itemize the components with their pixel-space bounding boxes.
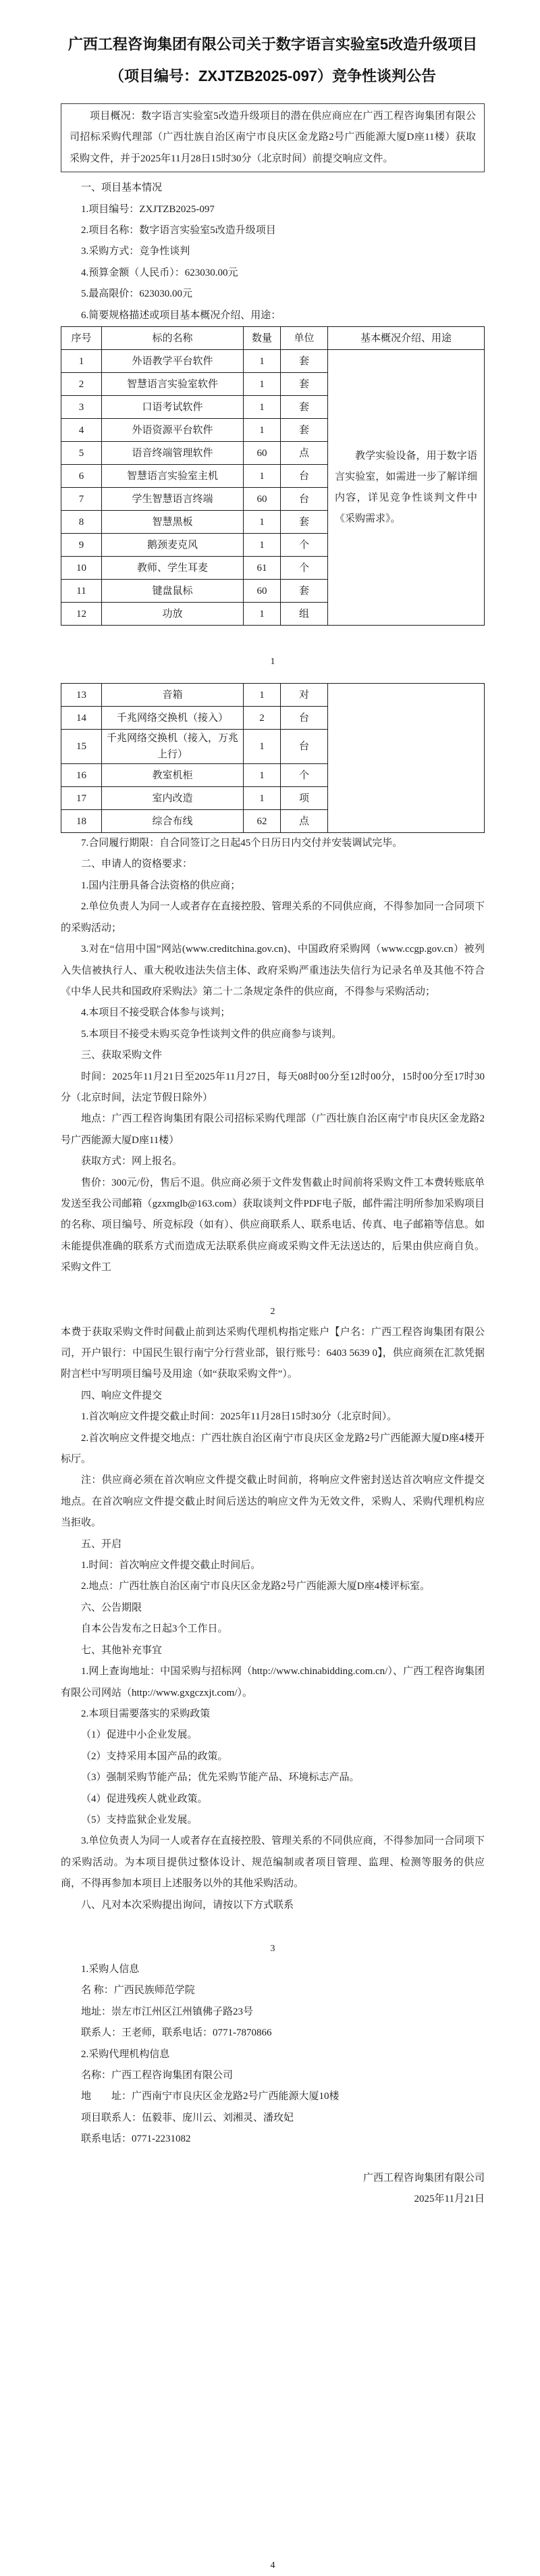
paragraph: 售价：300元/份，售后不退。供应商必须于文件发售截止时间前将采购文件工本费转账底单发送至我公司邮箱（gzxmglb@163.com）获取谈判文件PDF电子版，邮件需注明所参加采购项目的名称、项目编号、所竞标段（如有）、供应商联系人、联系电话、传真、电子邮箱等信息。如未能提供准确的联系方式而造成无法联系供应商或采购文件无法送达的，后果由供应商自负。采购文件工 bbox=[61, 1177, 485, 1273]
table-cell-qty: 62 bbox=[244, 810, 281, 833]
table-cell-unit: 套 bbox=[281, 350, 328, 373]
paragraph: 时间：2025年11月21日至2025年11月27日，每天08时00分至12时00分，15时00分至17时30分（北京时间，法定节假日除外） bbox=[61, 1071, 485, 1103]
paragraph: 1.国内注册具备合法资格的供应商； bbox=[81, 880, 241, 891]
table-cell-no: 8 bbox=[61, 511, 102, 534]
section-4-items bbox=[61, 1407, 485, 1534]
table-cell-unit: 套 bbox=[281, 511, 328, 534]
col-header-no: 序号 bbox=[61, 327, 102, 350]
table-cell-no: 2 bbox=[61, 373, 102, 396]
paragraph: 注：供应商必须在首次响应文件提交截止时间前，将响应文件密封送达首次响应文件提交地点。在首次响应文件提交截止时间后送达的响应文件为无效文件，采购人、采购代理机构应当拒收。 bbox=[61, 1475, 485, 1529]
table-cell-no: 10 bbox=[61, 557, 102, 580]
agency-info-heading: 2.采购代理机构信息 bbox=[81, 2048, 170, 2060]
agency-info-lines bbox=[61, 2065, 485, 2150]
buyer-info-heading: 1.采购人信息 bbox=[81, 1963, 140, 1975]
paragraph: 2.首次响应文件提交地点：广西壮族自治区南宁市良庆区金龙路2号广西能源大厦D座4楼开标厅。 bbox=[61, 1432, 485, 1465]
table-cell-no: 14 bbox=[61, 707, 102, 730]
table-cell-unit: 项 bbox=[281, 787, 328, 810]
table-cell-name: 智慧语言实验室软件 bbox=[102, 373, 244, 396]
paragraph: （4）促进残疾人就业政策。 bbox=[81, 1793, 208, 1804]
buyer-info-lines bbox=[61, 1980, 485, 2044]
table-cell-name: 语音终端管理软件 bbox=[102, 442, 244, 465]
table-cell-qty: 60 bbox=[244, 442, 281, 465]
paragraph: 5.本项目不接受未购买竞争性谈判文件的供应商参与谈判。 bbox=[81, 1028, 342, 1040]
table-cell-qty: 61 bbox=[244, 557, 281, 580]
paragraph: 5.最高限价：623030.00元 bbox=[81, 288, 193, 300]
section-2-items bbox=[61, 876, 485, 1045]
table-cell-name: 音箱 bbox=[102, 684, 244, 707]
section-1-heading: 一、项目基本情况 bbox=[81, 182, 163, 194]
paragraph: 4.本项目不接受联合体参与谈判； bbox=[81, 1007, 231, 1019]
paragraph: 名称：广西工程咨询集团有限公司 bbox=[81, 2070, 234, 2081]
table-cell-no: 17 bbox=[61, 787, 102, 810]
section-3-heading: 三、获取采购文件 bbox=[81, 1050, 163, 1061]
table-cell-unit: 套 bbox=[281, 373, 328, 396]
table-cell-qty: 1 bbox=[244, 373, 281, 396]
paragraph: （1）促进中小企业发展。 bbox=[81, 1729, 198, 1741]
table-cell-no: 5 bbox=[61, 442, 102, 465]
contract-term: 7.合同履行期限：自合同签订之日起45个日历日内交付并安装调试完毕。 bbox=[81, 838, 403, 849]
table-cell-name: 智慧语言实验室主机 bbox=[102, 465, 244, 488]
section-6-items bbox=[61, 1619, 485, 1640]
page-number-2: 2 bbox=[270, 1306, 275, 1317]
section-2-heading: 二、申请人的资格要求： bbox=[81, 859, 193, 870]
table-cell-unit: 台 bbox=[281, 465, 328, 488]
section-7-heading: 七、其他补充事宜 bbox=[81, 1644, 163, 1656]
signature-company: 广西工程咨询集团有限公司 bbox=[362, 2172, 485, 2183]
table-row bbox=[61, 350, 485, 373]
table-cell-no: 1 bbox=[61, 350, 102, 373]
table-cell-name: 功放 bbox=[102, 603, 244, 626]
signature-block bbox=[61, 2168, 485, 2211]
table-cell-unit: 套 bbox=[281, 419, 328, 442]
table-cell-no: 9 bbox=[61, 534, 102, 557]
doc-title bbox=[61, 28, 485, 92]
section-5-heading: 五、开启 bbox=[81, 1538, 122, 1550]
table-cell-no: 11 bbox=[61, 580, 102, 603]
table-cell-unit: 点 bbox=[281, 810, 328, 833]
table-cell-qty: 60 bbox=[244, 580, 281, 603]
paragraph: 地点：广西工程咨询集团有限公司招标采购代理部（广西壮族自治区南宁市良庆区金龙路2号广西能源大厦D座11楼） bbox=[61, 1113, 485, 1146]
doc-title-line-2: （项目编号：ZXJTZB2025-097）竞争性谈判公告 bbox=[109, 68, 437, 84]
paragraph: 4.预算金额（人民币）：623030.00元 bbox=[81, 267, 238, 278]
paragraph: 2.本项目需要落实的采购政策 bbox=[81, 1708, 211, 1719]
project-overview-text: 项目概况：数字语言实验室5改造升级项目的潜在供应商应在广西工程咨询集团有限公司招标采购代理部（广西壮族自治区南宁市良庆区金龙路2号广西能源大厦D座11楼）获取采购文件，并于2025年11月28日15时30分（北京时间）前提交响应文件。 bbox=[70, 111, 476, 164]
paragraph: 名 称：广西民族师范学院 bbox=[81, 1985, 195, 1996]
table-cell-unit: 个 bbox=[281, 534, 328, 557]
table-cell-description bbox=[328, 684, 485, 833]
table-cell-name: 教室机柜 bbox=[102, 764, 244, 787]
section-4-heading: 四、响应文件提交 bbox=[81, 1390, 163, 1401]
goods-table-header bbox=[61, 327, 485, 350]
table-cell-name: 键盘鼠标 bbox=[102, 580, 244, 603]
section-1-items bbox=[61, 199, 485, 326]
col-header-name: 标的名称 bbox=[102, 327, 244, 350]
col-header-unit: 单位 bbox=[281, 327, 328, 350]
table-cell-no: 15 bbox=[61, 730, 102, 764]
table-cell-unit: 台 bbox=[281, 730, 328, 764]
table-cell-qty: 1 bbox=[244, 764, 281, 787]
table-cell-qty: 1 bbox=[244, 350, 281, 373]
goods-table-part-1 bbox=[61, 326, 485, 626]
paragraph: 3.采购方式：竞争性谈判 bbox=[81, 246, 190, 257]
table-cell-unit: 个 bbox=[281, 557, 328, 580]
section-7-items bbox=[61, 1661, 485, 1894]
table-cell-qty: 1 bbox=[244, 511, 281, 534]
table-cell-qty: 1 bbox=[244, 603, 281, 626]
page-number-4: 4 bbox=[270, 2560, 275, 2571]
paragraph: （3）强制采购节能产品；优先采购节能产品、环境标志产品。 bbox=[81, 1772, 360, 1784]
table-cell-name: 教师、学生耳麦 bbox=[102, 557, 244, 580]
table-cell-description: 教学实验设备，用于数字语言实验室，如需进一步了解详细内容，详见竞争性谈判文件中《采购需求》。 bbox=[328, 350, 485, 626]
table-cell-name: 外语资源平台软件 bbox=[102, 419, 244, 442]
table-cell-name: 室内改造 bbox=[102, 787, 244, 810]
table-cell-no: 13 bbox=[61, 684, 102, 707]
table-cell-name: 鹅颈麦克风 bbox=[102, 534, 244, 557]
table-cell-no: 3 bbox=[61, 396, 102, 419]
table-cell-name: 外语教学平台软件 bbox=[102, 350, 244, 373]
section-6-heading: 六、公告期限 bbox=[81, 1602, 142, 1613]
table-row bbox=[61, 684, 485, 707]
table-cell-name: 智慧黑板 bbox=[102, 511, 244, 534]
table-cell-qty: 1 bbox=[244, 787, 281, 810]
table-cell-name: 综合布线 bbox=[102, 810, 244, 833]
paragraph: 自本公告发布之日起3个工作日。 bbox=[81, 1623, 228, 1635]
table-cell-qty: 1 bbox=[244, 465, 281, 488]
paragraph: 2.地点：广西壮族自治区南宁市良庆区金龙路2号广西能源大厦D座4楼评标室。 bbox=[81, 1581, 431, 1592]
table-cell-no: 4 bbox=[61, 419, 102, 442]
table-cell-no: 7 bbox=[61, 488, 102, 511]
table-cell-qty: 1 bbox=[244, 419, 281, 442]
table-cell-no: 18 bbox=[61, 810, 102, 833]
table-cell-unit: 组 bbox=[281, 603, 328, 626]
paragraph: 获取方式：网上报名。 bbox=[81, 1156, 183, 1167]
page-number-1: 1 bbox=[270, 657, 275, 667]
paragraph: 联系人：王老师，联系电话：0771-7870866 bbox=[81, 2027, 272, 2039]
paragraph: 2.单位负责人为同一人或者存在直接控股、管理关系的不同供应商，不得参加同一合同项下的采购活动； bbox=[61, 901, 485, 934]
col-header-qty: 数量 bbox=[244, 327, 281, 350]
section-8-heading: 八、凡对本次采购提出询问，请按以下方式联系 bbox=[81, 1899, 294, 1911]
table-cell-qty: 1 bbox=[244, 730, 281, 764]
section-3-items bbox=[61, 1067, 485, 1279]
table-cell-unit: 对 bbox=[281, 684, 328, 707]
paragraph: 地 址：广西南宁市良庆区金龙路2号广西能源大厦10楼 bbox=[81, 2091, 340, 2102]
col-header-desc: 基本概况介绍、用途 bbox=[328, 327, 485, 350]
table-cell-unit: 点 bbox=[281, 442, 328, 465]
table-cell-qty: 2 bbox=[244, 707, 281, 730]
paragraph: 3.对在“信用中国”网站(www.creditchina.gov.cn)、中国政府采购网（www.ccgp.gov.cn）被列入失信被执行人、重大税收违法失信主体、政府采购严重违法失信行为记录名单及其他不符合《中华人民共和国政府采购法》第二十二条规定条件的供应商，不得参与采购活动； bbox=[61, 944, 485, 997]
doc-title-line-1: 广西工程咨询集团有限公司关于数字语言实验室5改造升级项目 bbox=[68, 36, 478, 53]
table-header-row bbox=[61, 327, 485, 350]
paragraph: 1.时间：首次响应文件提交截止时间后。 bbox=[81, 1560, 261, 1571]
table-cell-unit: 台 bbox=[281, 488, 328, 511]
section-3-continuation: 本费于获取采购文件时间截止前到达采购代理机构指定账户【户名：广西工程咨询集团有限公司，开户银行：中国民生银行南宁分行营业部，银行账号：6403 5639 0】，供应商须在汇款凭据附言栏中写明项目编号及用途（如“获取采购文件”）。 bbox=[61, 1326, 485, 1380]
signature-date: 2025年11月21日 bbox=[414, 2194, 485, 2205]
table-cell-name: 千兆网络交换机（接入，万兆上行） bbox=[102, 730, 244, 764]
paragraph: 1.网上查询地址：中国采购与招标网（http://www.chinabidding.com.cn/）、广西工程咨询集团有限公司网站（http://www.gxgczxjt.com/）。 bbox=[61, 1666, 485, 1698]
goods-table-part-2 bbox=[61, 683, 485, 833]
table-cell-name: 口语考试软件 bbox=[102, 396, 244, 419]
table-cell-name: 学生智慧语言终端 bbox=[102, 488, 244, 511]
paragraph: 3.单位负责人为同一人或者存在直接控股、管理关系的不同供应商，不得参加同一合同项下的采购活动。为本项目提供过整体设计、规范编制或者项目管理、监理、检测等服务的供应商，不得再参加本项目上述服务以外的其他采购活动。 bbox=[61, 1836, 485, 1890]
table-cell-name: 千兆网络交换机（接入） bbox=[102, 707, 244, 730]
document-page bbox=[0, 28, 540, 2570]
page-number-3: 3 bbox=[270, 1943, 275, 1954]
table-cell-unit: 台 bbox=[281, 707, 328, 730]
table-cell-unit: 套 bbox=[281, 396, 328, 419]
table-cell-unit: 套 bbox=[281, 580, 328, 603]
table-cell-no: 16 bbox=[61, 764, 102, 787]
paragraph: 6.简要规格描述或项目基本概况介绍、用途： bbox=[81, 309, 281, 321]
table-cell-qty: 1 bbox=[244, 534, 281, 557]
paragraph: 联系电话：0771-2231082 bbox=[81, 2133, 191, 2145]
table-cell-no: 6 bbox=[61, 465, 102, 488]
paragraph: 2.项目名称：数字语言实验室5改造升级项目 bbox=[81, 225, 276, 236]
paragraph: （5）支持监狱企业发展。 bbox=[81, 1814, 198, 1825]
section-5-items bbox=[61, 1555, 485, 1598]
paragraph: 项目联系人：伍毅菲、庞川云、刘湘灵、潘玫妃 bbox=[81, 2112, 294, 2123]
table-cell-qty: 1 bbox=[244, 396, 281, 419]
table-cell-no: 12 bbox=[61, 603, 102, 626]
paragraph: 地址：崇左市江州区江州镇佛子路23号 bbox=[81, 2006, 254, 2017]
paragraph: （2）支持采用本国产品的政策。 bbox=[81, 1750, 228, 1762]
table-cell-qty: 1 bbox=[244, 684, 281, 707]
paragraph: 1.首次响应文件提交截止时间：2025年11月28日15时30分（北京时间）。 bbox=[81, 1411, 398, 1423]
table-cell-qty: 60 bbox=[244, 488, 281, 511]
project-overview-box bbox=[61, 103, 485, 172]
paragraph: 1.项目编号：ZXJTZB2025-097 bbox=[81, 203, 215, 215]
table-cell-unit: 个 bbox=[281, 764, 328, 787]
